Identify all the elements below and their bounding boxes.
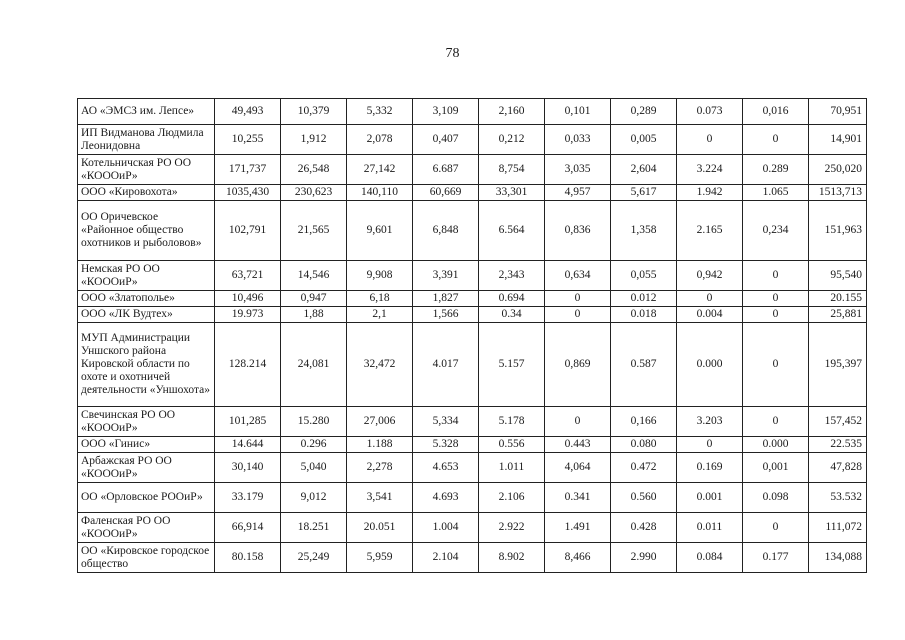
total-cell: 22.535 xyxy=(809,437,867,453)
data-table xyxy=(77,98,867,573)
value-cell: 1,912 xyxy=(281,125,347,155)
table-row xyxy=(78,307,867,323)
table-row xyxy=(78,407,867,437)
table-row xyxy=(78,99,867,125)
value-cell: 0.694 xyxy=(479,291,545,307)
value-cell: 5,959 xyxy=(347,543,413,573)
value-cell: 0.000 xyxy=(743,437,809,453)
value-cell: 5.178 xyxy=(479,407,545,437)
value-cell: 8,754 xyxy=(479,155,545,185)
value-cell: 27,142 xyxy=(347,155,413,185)
organization-name-cell: Свечинская РО ОО «КОООиР» xyxy=(78,407,215,437)
value-cell: 0 xyxy=(545,307,611,323)
value-cell: 2,160 xyxy=(479,99,545,125)
value-cell: 0,101 xyxy=(545,99,611,125)
value-cell: 0 xyxy=(545,407,611,437)
value-cell: 0 xyxy=(743,261,809,291)
total-cell: 25,881 xyxy=(809,307,867,323)
value-cell: 0 xyxy=(677,291,743,307)
table-row xyxy=(78,201,867,261)
total-cell: 70,951 xyxy=(809,99,867,125)
value-cell: 0.169 xyxy=(677,453,743,483)
value-cell: 3.224 xyxy=(677,155,743,185)
organization-name-cell: ИП Видманова Людмила Леонидовна xyxy=(78,125,215,155)
value-cell: 230,623 xyxy=(281,185,347,201)
value-cell: 6,18 xyxy=(347,291,413,307)
value-cell: 0,869 xyxy=(545,323,611,407)
value-cell: 0 xyxy=(743,125,809,155)
total-cell: 1513,713 xyxy=(809,185,867,201)
table-row xyxy=(78,185,867,201)
value-cell: 27,006 xyxy=(347,407,413,437)
value-cell: 80.158 xyxy=(215,543,281,573)
value-cell: 0.011 xyxy=(677,513,743,543)
value-cell: 5,334 xyxy=(413,407,479,437)
value-cell: 0.587 xyxy=(611,323,677,407)
value-cell: 0.018 xyxy=(611,307,677,323)
value-cell: 1.011 xyxy=(479,453,545,483)
value-cell: 6,848 xyxy=(413,201,479,261)
value-cell: 10,255 xyxy=(215,125,281,155)
value-cell: 4.693 xyxy=(413,483,479,513)
total-cell: 20.155 xyxy=(809,291,867,307)
value-cell: 0.000 xyxy=(677,323,743,407)
value-cell: 14.644 xyxy=(215,437,281,453)
value-cell: 0.177 xyxy=(743,543,809,573)
value-cell: 128.214 xyxy=(215,323,281,407)
value-cell: 25,249 xyxy=(281,543,347,573)
value-cell: 9,908 xyxy=(347,261,413,291)
table-row xyxy=(78,437,867,453)
table-row xyxy=(78,513,867,543)
value-cell: 0 xyxy=(677,125,743,155)
value-cell: 0 xyxy=(743,307,809,323)
value-cell: 5.328 xyxy=(413,437,479,453)
organization-name-cell: ООО «ЛК Вудтех» xyxy=(78,307,215,323)
value-cell: 6.687 xyxy=(413,155,479,185)
value-cell: 2.104 xyxy=(413,543,479,573)
organization-name-cell: ООО «Златополье» xyxy=(78,291,215,307)
value-cell: 18.251 xyxy=(281,513,347,543)
value-cell: 0.428 xyxy=(611,513,677,543)
total-cell: 14,901 xyxy=(809,125,867,155)
value-cell: 8.902 xyxy=(479,543,545,573)
value-cell: 3,109 xyxy=(413,99,479,125)
value-cell: 0,234 xyxy=(743,201,809,261)
value-cell: 2.165 xyxy=(677,201,743,261)
value-cell: 3,391 xyxy=(413,261,479,291)
value-cell: 1,827 xyxy=(413,291,479,307)
total-cell: 134,088 xyxy=(809,543,867,573)
value-cell: 66,914 xyxy=(215,513,281,543)
value-cell: 0,947 xyxy=(281,291,347,307)
value-cell: 3.203 xyxy=(677,407,743,437)
value-cell: 0,407 xyxy=(413,125,479,155)
value-cell: 5.157 xyxy=(479,323,545,407)
value-cell: 1.491 xyxy=(545,513,611,543)
total-cell: 111,072 xyxy=(809,513,867,543)
value-cell: 0.012 xyxy=(611,291,677,307)
value-cell: 5,040 xyxy=(281,453,347,483)
table-body xyxy=(78,99,867,573)
value-cell: 4.017 xyxy=(413,323,479,407)
value-cell: 0.073 xyxy=(677,99,743,125)
value-cell: 6.564 xyxy=(479,201,545,261)
value-cell: 0.560 xyxy=(611,483,677,513)
value-cell: 0 xyxy=(743,407,809,437)
value-cell: 0 xyxy=(545,291,611,307)
value-cell: 0.472 xyxy=(611,453,677,483)
organization-name-cell: Арбажская РО ОО «КОООиР» xyxy=(78,453,215,483)
value-cell: 0,016 xyxy=(743,99,809,125)
value-cell: 0,942 xyxy=(677,261,743,291)
value-cell: 9,012 xyxy=(281,483,347,513)
value-cell: 24,081 xyxy=(281,323,347,407)
value-cell: 0,055 xyxy=(611,261,677,291)
value-cell: 33.179 xyxy=(215,483,281,513)
value-cell: 14,546 xyxy=(281,261,347,291)
value-cell: 60,669 xyxy=(413,185,479,201)
value-cell: 0.341 xyxy=(545,483,611,513)
total-cell: 195,397 xyxy=(809,323,867,407)
value-cell: 4,064 xyxy=(545,453,611,483)
value-cell: 2.990 xyxy=(611,543,677,573)
total-cell: 250,020 xyxy=(809,155,867,185)
table-row xyxy=(78,483,867,513)
value-cell: 1,358 xyxy=(611,201,677,261)
value-cell: 15.280 xyxy=(281,407,347,437)
value-cell: 2,343 xyxy=(479,261,545,291)
total-cell: 157,452 xyxy=(809,407,867,437)
value-cell: 140,110 xyxy=(347,185,413,201)
value-cell: 0,212 xyxy=(479,125,545,155)
page-number: 78 xyxy=(445,46,460,61)
value-cell: 3,541 xyxy=(347,483,413,513)
table-row xyxy=(78,125,867,155)
value-cell: 0.443 xyxy=(545,437,611,453)
value-cell: 26,548 xyxy=(281,155,347,185)
value-cell: 0.004 xyxy=(677,307,743,323)
value-cell: 1,88 xyxy=(281,307,347,323)
value-cell: 0.556 xyxy=(479,437,545,453)
value-cell: 49,493 xyxy=(215,99,281,125)
value-cell: 1.065 xyxy=(743,185,809,201)
value-cell: 10,496 xyxy=(215,291,281,307)
total-cell: 47,828 xyxy=(809,453,867,483)
organization-name-cell: Фаленская РО ОО «КОООиР» xyxy=(78,513,215,543)
table-row xyxy=(78,291,867,307)
total-cell: 53.532 xyxy=(809,483,867,513)
organization-name-cell: МУП Администрации Уншского района Кировской области по охоте и охотничей деятельности «Уншохота» xyxy=(78,323,215,407)
organization-name-cell: Котельничская РО ОО «КОООиР» xyxy=(78,155,215,185)
value-cell: 0.084 xyxy=(677,543,743,573)
value-cell: 0.296 xyxy=(281,437,347,453)
value-cell: 1,566 xyxy=(413,307,479,323)
value-cell: 0 xyxy=(677,437,743,453)
table-row xyxy=(78,543,867,573)
value-cell: 1.004 xyxy=(413,513,479,543)
value-cell: 32,472 xyxy=(347,323,413,407)
value-cell: 63,721 xyxy=(215,261,281,291)
value-cell: 3,035 xyxy=(545,155,611,185)
value-cell: 0,836 xyxy=(545,201,611,261)
value-cell: 101,285 xyxy=(215,407,281,437)
value-cell: 0,166 xyxy=(611,407,677,437)
value-cell: 5,332 xyxy=(347,99,413,125)
total-cell: 151,963 xyxy=(809,201,867,261)
table-row xyxy=(78,323,867,407)
table-row xyxy=(78,453,867,483)
value-cell: 33,301 xyxy=(479,185,545,201)
organization-name-cell: АО «ЭМСЗ им. Лепсе» xyxy=(78,99,215,125)
value-cell: 2,604 xyxy=(611,155,677,185)
value-cell: 0,005 xyxy=(611,125,677,155)
value-cell: 0.001 xyxy=(677,483,743,513)
value-cell: 4.653 xyxy=(413,453,479,483)
value-cell: 2,078 xyxy=(347,125,413,155)
value-cell: 1.188 xyxy=(347,437,413,453)
total-cell: 95,540 xyxy=(809,261,867,291)
value-cell: 0.098 xyxy=(743,483,809,513)
value-cell: 1035,430 xyxy=(215,185,281,201)
value-cell: 1.942 xyxy=(677,185,743,201)
value-cell: 2,1 xyxy=(347,307,413,323)
value-cell: 9,601 xyxy=(347,201,413,261)
value-cell: 0 xyxy=(743,291,809,307)
organization-name-cell: Немская РО ОО «КОООиР» xyxy=(78,261,215,291)
value-cell: 0,033 xyxy=(545,125,611,155)
table-row xyxy=(78,155,867,185)
value-cell: 0 xyxy=(743,323,809,407)
organization-name-cell: ОО «Кировское городское общество xyxy=(78,543,215,573)
organization-name-cell: ОО Оричевское «Районное общество охотников и рыболовов» xyxy=(78,201,215,261)
organization-name-cell: ООО «Кировохота» xyxy=(78,185,215,201)
value-cell: 2.106 xyxy=(479,483,545,513)
value-cell: 0 xyxy=(743,513,809,543)
organization-name-cell: ООО «Гинис» xyxy=(78,437,215,453)
value-cell: 0,001 xyxy=(743,453,809,483)
value-cell: 0,634 xyxy=(545,261,611,291)
value-cell: 2.922 xyxy=(479,513,545,543)
value-cell: 8,466 xyxy=(545,543,611,573)
value-cell: 5,617 xyxy=(611,185,677,201)
value-cell: 30,140 xyxy=(215,453,281,483)
value-cell: 4,957 xyxy=(545,185,611,201)
value-cell: 21,565 xyxy=(281,201,347,261)
value-cell: 102,791 xyxy=(215,201,281,261)
value-cell: 171,737 xyxy=(215,155,281,185)
value-cell: 0.289 xyxy=(743,155,809,185)
value-cell: 2,278 xyxy=(347,453,413,483)
value-cell: 10,379 xyxy=(281,99,347,125)
table-row xyxy=(78,261,867,291)
value-cell: 20.051 xyxy=(347,513,413,543)
organization-name-cell: ОО «Орловское РООиР» xyxy=(78,483,215,513)
value-cell: 0.34 xyxy=(479,307,545,323)
value-cell: 19.973 xyxy=(215,307,281,323)
value-cell: 0.080 xyxy=(611,437,677,453)
value-cell: 0,289 xyxy=(611,99,677,125)
